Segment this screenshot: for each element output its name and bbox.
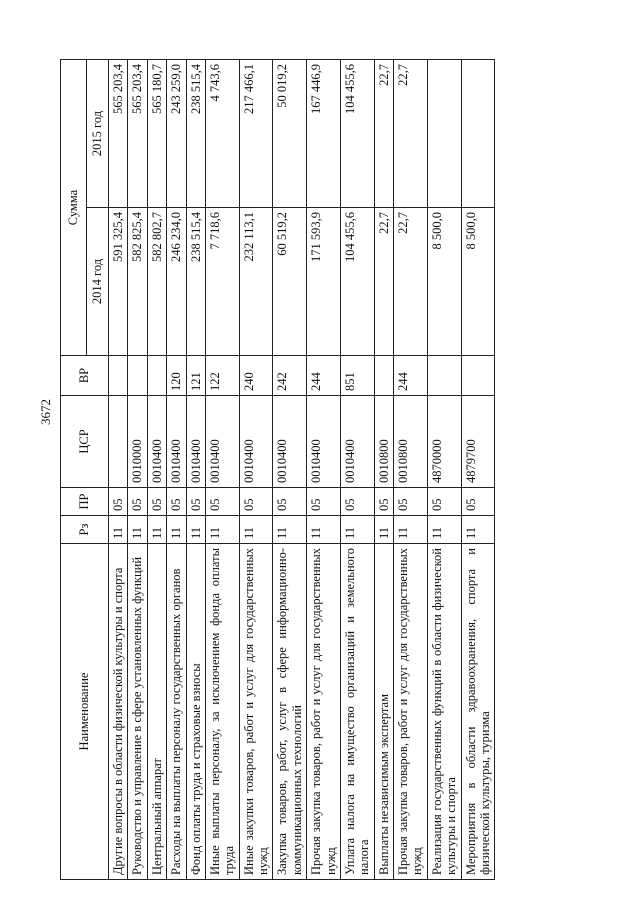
cell-csr xyxy=(109,396,128,488)
cell-2014: 104 455,6 xyxy=(340,208,374,356)
cell-2015: 565 203,4 xyxy=(128,60,147,208)
cell-vr: 120 xyxy=(167,356,186,396)
cell-vr: 851 xyxy=(340,356,374,396)
table-row xyxy=(394,60,428,880)
cell-2014: 8 500,0 xyxy=(427,208,461,356)
cell-csr: 0010000 xyxy=(128,396,147,488)
page-number: 3672 xyxy=(38,399,53,425)
cell-2014: 591 325,4 xyxy=(109,208,128,356)
cell-pr: 05 xyxy=(147,488,166,516)
cell-2014: 22,7 xyxy=(394,208,428,356)
cell-csr: 0010400 xyxy=(186,396,205,488)
header-vr: ВР xyxy=(61,356,109,396)
cell-vr xyxy=(109,356,128,396)
cell-csr: 0010400 xyxy=(273,396,307,488)
table-row xyxy=(461,60,495,880)
cell-name: Фонд оплаты труда и страховые взносы xyxy=(186,544,205,880)
cell-2014: 246 234,0 xyxy=(167,208,186,356)
table-row xyxy=(147,60,166,880)
header-pr: ПР xyxy=(61,488,109,516)
cell-pr: 05 xyxy=(427,488,461,516)
cell-vr: 121 xyxy=(186,356,205,396)
cell-pr: 05 xyxy=(273,488,307,516)
header-2014: 2014 год xyxy=(87,208,109,356)
cell-pr: 05 xyxy=(186,488,205,516)
header-name: Наименование xyxy=(61,544,109,880)
table-row xyxy=(239,60,273,880)
cell-vr: 240 xyxy=(239,356,273,396)
cell-2014: 582 825,4 xyxy=(128,208,147,356)
cell-2014: 22,7 xyxy=(374,208,393,356)
table-row xyxy=(109,60,128,880)
table-row xyxy=(273,60,307,880)
cell-2015: 217 466,1 xyxy=(239,60,273,208)
cell-vr: 122 xyxy=(205,356,239,396)
cell-name: Уплата налога на имущество организаций и земельного налога xyxy=(340,544,374,880)
cell-rz: 11 xyxy=(340,516,374,544)
cell-csr: 0010400 xyxy=(340,396,374,488)
cell-name: Реализация государственных функций в области физической культуры и спорта xyxy=(427,544,461,880)
cell-2014: 582 802,7 xyxy=(147,208,166,356)
cell-name: Иные выплаты персоналу, за исключением фонда оплаты труда xyxy=(205,544,239,880)
cell-csr: 4879700 xyxy=(461,396,495,488)
table-body xyxy=(109,60,495,880)
cell-pr: 05 xyxy=(307,488,341,516)
header-sum: Сумма xyxy=(61,60,87,356)
cell-2015: 4 743,6 xyxy=(205,60,239,208)
cell-pr: 05 xyxy=(109,488,128,516)
cell-rz: 11 xyxy=(205,516,239,544)
cell-pr: 05 xyxy=(239,488,273,516)
cell-rz: 11 xyxy=(273,516,307,544)
table-row xyxy=(340,60,374,880)
cell-2015 xyxy=(461,60,495,208)
cell-csr: 0010400 xyxy=(167,396,186,488)
cell-pr: 05 xyxy=(128,488,147,516)
cell-name: Закупка товаров, работ, услуг в сфере информационно-коммуникационных технологий xyxy=(273,544,307,880)
cell-csr: 0010800 xyxy=(394,396,428,488)
cell-2014: 8 500,0 xyxy=(461,208,495,356)
cell-name: Иные закупки товаров, работ и услуг для государственных нужд xyxy=(239,544,273,880)
cell-name: Прочая закупка товаров, работ и услуг для государственных нужд xyxy=(394,544,428,880)
cell-vr xyxy=(427,356,461,396)
cell-2015: 565 203,4 xyxy=(109,60,128,208)
cell-2015: 238 515,4 xyxy=(186,60,205,208)
cell-rz: 11 xyxy=(128,516,147,544)
cell-csr: 0010400 xyxy=(239,396,273,488)
header-rz: Рз xyxy=(61,516,109,544)
cell-rz: 11 xyxy=(186,516,205,544)
cell-csr: 0010400 xyxy=(307,396,341,488)
cell-2015: 104 455,6 xyxy=(340,60,374,208)
cell-2015: 167 446,9 xyxy=(307,60,341,208)
cell-csr: 0010400 xyxy=(205,396,239,488)
cell-rz: 11 xyxy=(239,516,273,544)
cell-2014: 232 113,1 xyxy=(239,208,273,356)
cell-2015: 22,7 xyxy=(394,60,428,208)
table-row xyxy=(167,60,186,880)
cell-csr: 0010800 xyxy=(374,396,393,488)
cell-name: Другие вопросы в области физической культуры и спорта xyxy=(109,544,128,880)
table-row xyxy=(374,60,393,880)
cell-rz: 11 xyxy=(147,516,166,544)
cell-2015: 243 259,0 xyxy=(167,60,186,208)
cell-vr xyxy=(461,356,495,396)
cell-csr: 0010400 xyxy=(147,396,166,488)
cell-vr xyxy=(147,356,166,396)
cell-pr: 05 xyxy=(167,488,186,516)
cell-2014: 238 515,4 xyxy=(186,208,205,356)
cell-pr: 05 xyxy=(205,488,239,516)
table-header xyxy=(61,60,109,880)
cell-2015: 22,7 xyxy=(374,60,393,208)
cell-2015 xyxy=(427,60,461,208)
cell-2015: 565 180,7 xyxy=(147,60,166,208)
cell-pr: 05 xyxy=(461,488,495,516)
budget-table xyxy=(60,59,495,880)
cell-2014: 171 593,9 xyxy=(307,208,341,356)
cell-name: Прочая закупка товаров, работ и услуг для государственных нужд xyxy=(307,544,341,880)
cell-rz: 11 xyxy=(461,516,495,544)
cell-pr: 05 xyxy=(340,488,374,516)
table-row xyxy=(427,60,461,880)
cell-rz: 11 xyxy=(427,516,461,544)
table-row xyxy=(128,60,147,880)
cell-vr: 244 xyxy=(394,356,428,396)
cell-2014: 60 519,2 xyxy=(273,208,307,356)
cell-rz: 11 xyxy=(394,516,428,544)
cell-rz: 11 xyxy=(167,516,186,544)
cell-vr xyxy=(128,356,147,396)
cell-pr: 05 xyxy=(374,488,393,516)
cell-name: Мероприятия в области здравоохранения, спорта и физической культуры, туризма xyxy=(461,544,495,880)
table-row xyxy=(307,60,341,880)
header-csr: ЦСР xyxy=(61,396,109,488)
cell-name: Выплаты независимым экспертам xyxy=(374,544,393,880)
cell-2015: 50 019,2 xyxy=(273,60,307,208)
table-row xyxy=(186,60,205,880)
cell-name: Центральный аппарат xyxy=(147,544,166,880)
header-2015: 2015 год xyxy=(87,60,109,208)
cell-vr xyxy=(374,356,393,396)
cell-name: Расходы на выплаты персоналу государственных органов xyxy=(167,544,186,880)
cell-vr: 244 xyxy=(307,356,341,396)
cell-csr: 4870000 xyxy=(427,396,461,488)
cell-rz: 11 xyxy=(109,516,128,544)
table-row xyxy=(205,60,239,880)
cell-name: Руководство и управление в сфере установленных функций xyxy=(128,544,147,880)
cell-rz: 11 xyxy=(374,516,393,544)
cell-pr: 05 xyxy=(394,488,428,516)
cell-rz: 11 xyxy=(307,516,341,544)
cell-vr: 242 xyxy=(273,356,307,396)
cell-2014: 7 718,6 xyxy=(205,208,239,356)
